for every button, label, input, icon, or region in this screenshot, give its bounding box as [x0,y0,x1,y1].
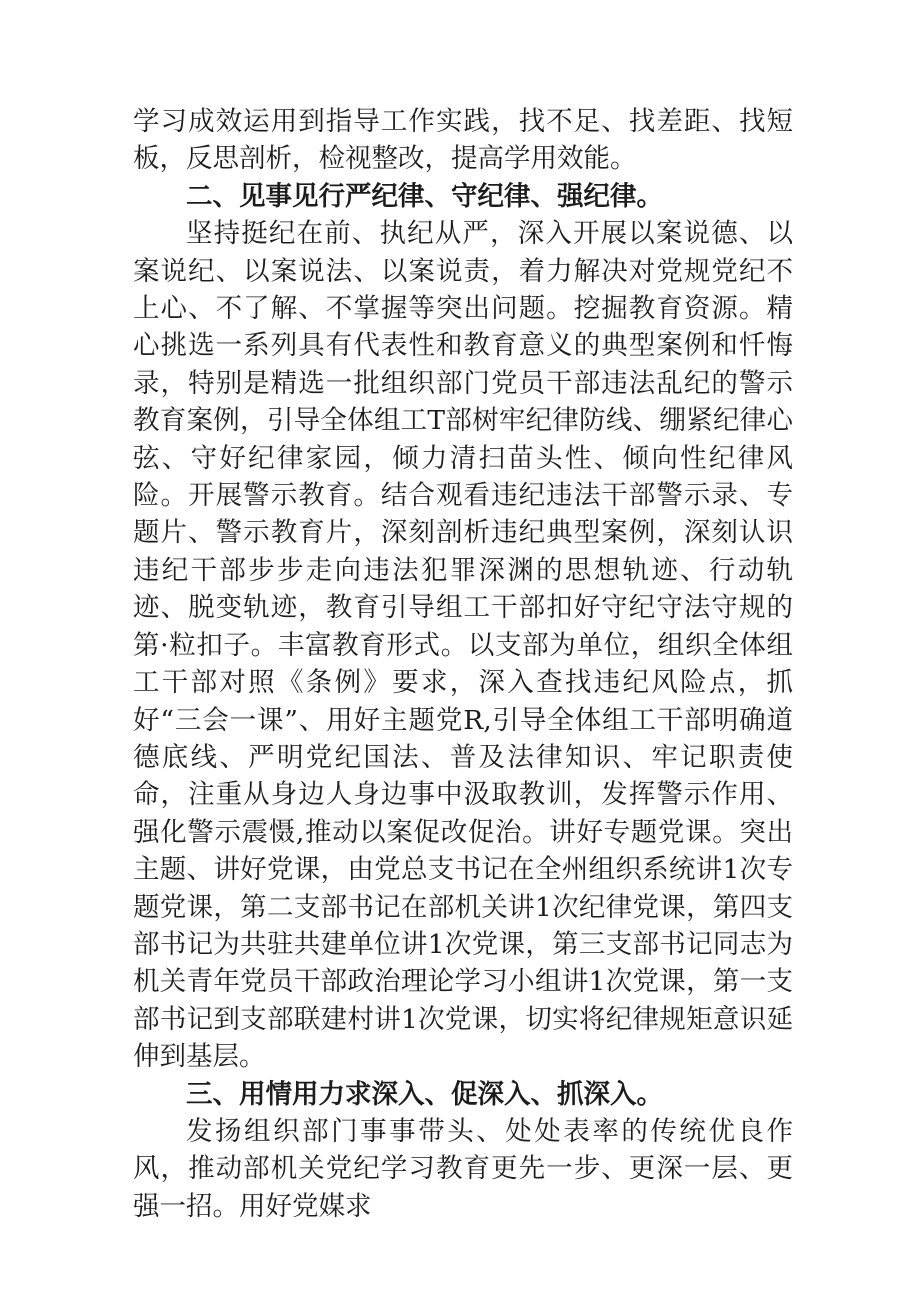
section-heading-three: 三、用情用力求深入、促深入、抓深入。 [186,1078,663,1110]
section-heading-two: 二、见事见行严纪律、守纪律、强纪律。 [186,180,663,212]
paragraph-discipline-education: 坚持挺纪在前、执纪从严，深入开展以案说德、以案说纪、以案说法、以案说责，着力解决对党规党纪不上心、不了解、不掌握等突出问题。挖掘教育资源。精心挑选一系列具有代表性和教育意义的典型案例和忏悔录，特别是精选一批组织部门党员干部违法乱纪的警示教育案例，引导全体组工T部树牢纪律防线、绷紧纪律心弦、守好纪律家园，倾力清扫苗头性、倾向性纪律风险。开展警示教育。结合观看违纪违法干部警示录、专题片、警示教育片，深刻剖析违纪典型案例，深刻认识违纪干部步步走向违法犯罪深渊的思想轨迹、行动轨迹、脱变轨迹，教育引导组工干部扣好守纪守法守规的第·粒扣子。丰富教育形式。以支部为单位，组织全体组工干部对照《条例》要求，深入查找违纪风险点，抓好“三会一课”、用好主题党R,引导全体组工干部明确道德底线、严明党纪国法、普及法律知识、牢记职责使命，注重从身边人身边事中汲取教训，发挥警示作用、强化警示震慑,推动以案促改促治。讲好专题党课。突出主题、讲好党课，由党总支书记在全州组织系统讲1次专题党课，第二支部书记在部机关讲1次纪律党课，第四支部书记为共驻共建单位讲1次党课，第三支部书记同志为机关青年党员干部政治理论学习小组讲1次党课，第一支部书记到支部联建村讲1次党课，切实将纪律规矩意识延伸到基层。 [133,218,793,1073]
paragraph-work-style: 发扬组织部门事事带头、处处表率的传统优良作风，推动部机关党纪学习教育更先一步、更深一层、更强一招。用好党媒求 [133,1115,793,1222]
document-body [133,103,793,1225]
paragraph-continued: 学习成效运用到指导工作实践，找不足、找差距、找短板，反思剖析，检视整改，提高学用效能。 [133,106,793,175]
